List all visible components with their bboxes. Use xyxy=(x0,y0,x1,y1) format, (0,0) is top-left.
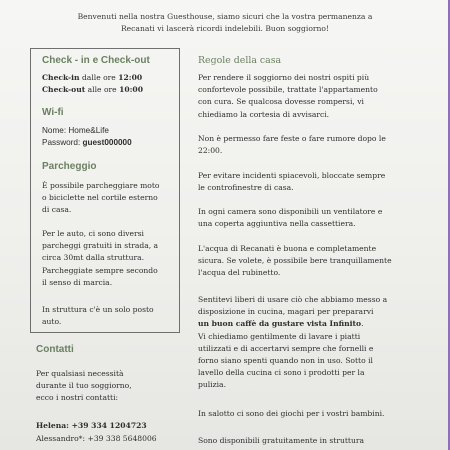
welcome-line: Recanati vi lascerà ricordi indelebili. Buon soggiorno! xyxy=(120,24,330,33)
contacts-heading: Contatti xyxy=(36,344,74,355)
parking-paragraph: Per le auto, ci sono diversi parcheggi gratuiti in strada, a circa 30mt dalla struttura. Parcheggiate sempre secondo il senso di marcia. xyxy=(42,229,159,287)
contact-helena: Helena: +39 334 1204723 xyxy=(36,421,147,430)
welcome-message xyxy=(20,11,430,35)
contact-alessandro: Alessandro*: +39 338 5648006 xyxy=(36,434,157,443)
checkout-line: Check-out alle ore 10:00 xyxy=(42,85,144,94)
rule-paragraph: Sentitevi liberi di usare ciò che abbiamo messo a disposizione in cucina, magari per prepararvi un buon caffè da gustare vista Infinito. Vi chiediamo gentilmente di lavare i piatti utilizzati e di accertarvi sempre che fornelli e forno siano spenti quando non in uso. Sotto il lavello della cucina ci sono i prodotti per la pulizia. xyxy=(198,295,388,390)
welcome-line: Benvenuti nella nostra Guesthouse, siamo sicuri che la vostra permanenza a xyxy=(77,12,373,21)
rules-heading: Regole della casa xyxy=(198,55,282,66)
wifi-password: Password: guest000000 xyxy=(42,138,132,147)
contacts-paragraph: Per qualsiasi necessità durante il tuo soggiorno, ecco i nostri contatti: xyxy=(36,369,132,403)
wifi-name: Nome: Home&Life xyxy=(42,126,109,135)
rule-paragraph: Sono disponibili gratuitamente in struttura xyxy=(198,436,365,445)
parking-heading: Parcheggio xyxy=(42,161,97,172)
parking-paragraph: È possibile parcheggiare moto o biciclette nel cortile esterno di casa. xyxy=(42,181,160,215)
rule-paragraph: Per rendere il soggiorno dei nostri ospiti più confortevole possibile, trattate l'appartamento con cura. Se qualcosa dovesse rompersi, vi chiediamo la cortesia di avvisarci. xyxy=(198,73,378,119)
wifi-heading: Wi-fi xyxy=(42,107,64,118)
checkin-line: Check-in dalle ore 12:00 xyxy=(42,73,143,82)
rule-paragraph: Per evitare incidenti spiacevoli, bloccate sempre le controfinestre di casa. xyxy=(198,171,386,193)
rule-paragraph: Non è permesso fare feste o fare rumore dopo le 22:00. xyxy=(198,134,386,156)
parking-paragraph: In struttura c'è un solo posto auto. xyxy=(42,305,154,327)
checkin-heading: Check - in e Check-out xyxy=(42,55,150,66)
coffee-highlight: un buon caffè da gustare vista Infinito xyxy=(198,319,362,329)
rule-paragraph: In ogni camera sono disponibili un ventilatore e una coperta aggiuntiva nella cassettiera. xyxy=(198,207,383,229)
rule-paragraph: L'acqua di Recanati è buona e completamente sicura. Se volete, è possibile bere tranquillamente l'acqua del rubinetto. xyxy=(198,244,392,278)
rule-paragraph: In salotto ci sono dei giochi per i vostri bambini. xyxy=(198,409,385,418)
